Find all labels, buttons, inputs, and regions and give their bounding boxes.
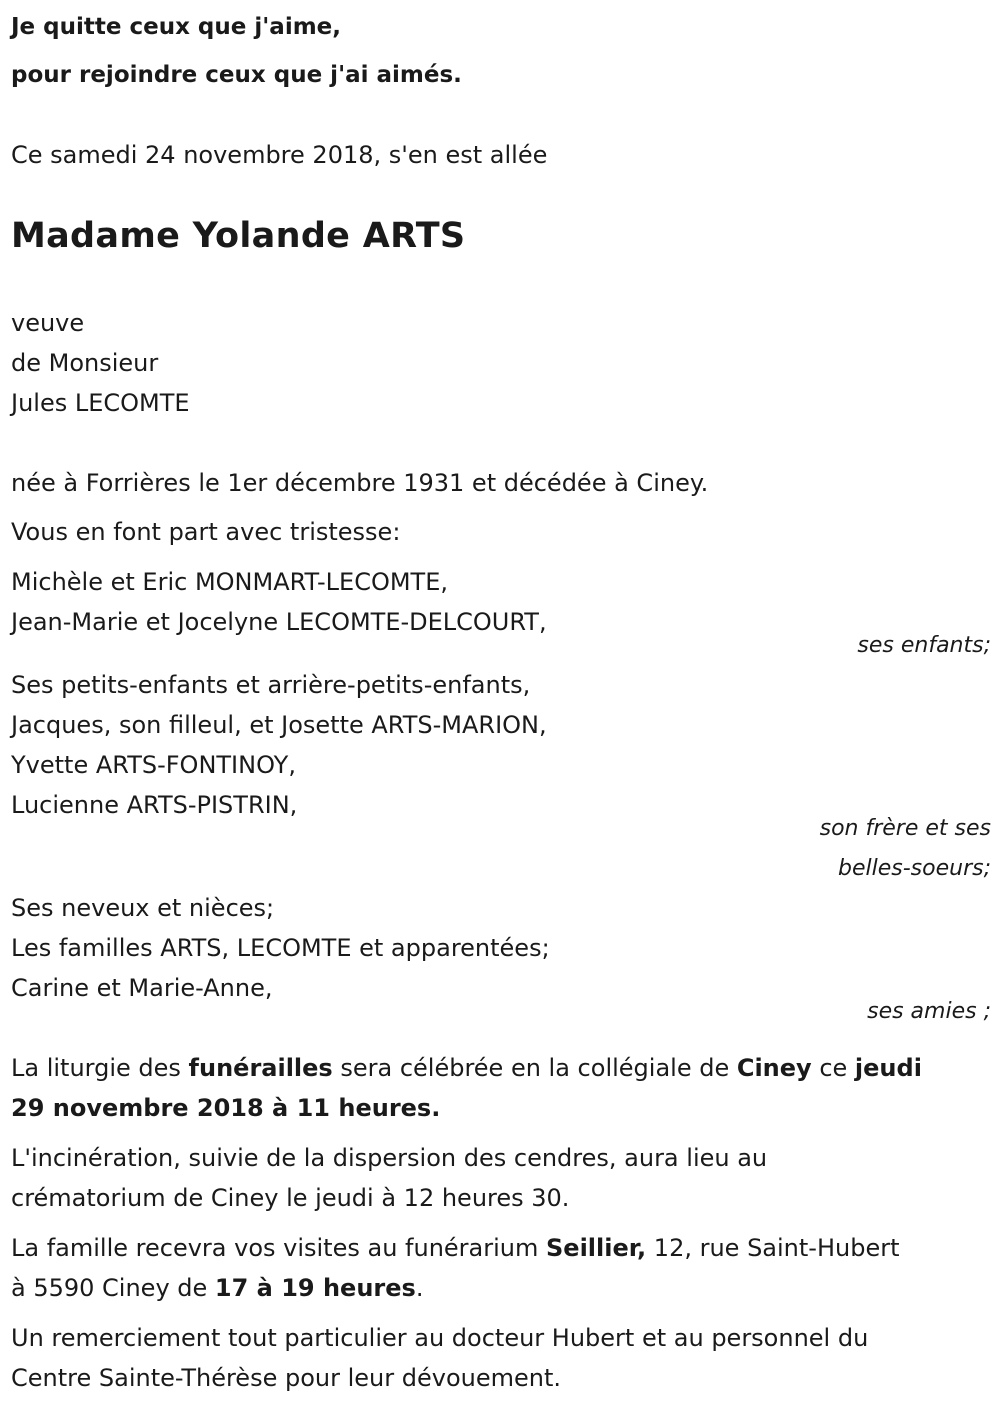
visits-text-1: La famille recevra vos visites au funérarium: [11, 1234, 546, 1262]
funeral-text-2: sera célébrée en la collégiale de: [332, 1054, 737, 1082]
cremation-line-1: L'incinération, suivie de la dispersion des cendres, aura lieu au: [11, 1144, 768, 1172]
friends-role: ses amies ;: [867, 999, 991, 1024]
spouse-line-3: Jules LECOMTE: [11, 389, 190, 417]
funeral-home-name: Seillier,: [546, 1234, 647, 1262]
funeral-text-1: La liturgie des: [11, 1054, 189, 1082]
deceased-name: Madame Yolande ARTS: [11, 216, 466, 256]
children-line-1: Michèle et Eric MONMART-LECOMTE,: [11, 568, 449, 596]
siblings-role-line-2: belles-soeurs;: [838, 856, 991, 881]
children-line-2: Jean-Marie et Jocelyne LECOMTE-DELCOURT,: [11, 608, 547, 636]
spouse-line-1: veuve: [11, 309, 85, 337]
others-line-1: Ses neveux et nièces;: [11, 894, 275, 922]
visits-text-4: .: [415, 1274, 424, 1302]
family-line-3: Yvette ARTS-FONTINOY,: [11, 751, 296, 779]
funeral-day: jeudi: [854, 1054, 922, 1082]
funeral-keyword: funérailles: [188, 1054, 333, 1082]
thanks-line-1: Un remerciement tout particulier au docteur Hubert et au personnel du: [11, 1324, 869, 1352]
family-line-2: Jacques, son filleul, et Josette ARTS-MARION,: [11, 711, 547, 739]
funeral-line-1: [11, 1054, 922, 1082]
others-line-3: Carine et Marie-Anne,: [11, 974, 273, 1002]
birth-death-text: née à Forrières le 1er décembre 1931 et décédée à Ciney.: [11, 469, 709, 497]
visits-hours: 17 à 19 heures: [214, 1274, 416, 1302]
family-line-4: Lucienne ARTS-PISTRIN,: [11, 791, 298, 819]
funeral-text-3: ce: [811, 1054, 855, 1082]
family-line-1: Ses petits-enfants et arrière-petits-enfants,: [11, 671, 531, 699]
visits-address: 12, rue Saint-Hubert: [646, 1234, 900, 1262]
others-line-2: Les familles ARTS, LECOMTE et apparentées;: [11, 934, 550, 962]
siblings-role-line-1: son frère et ses: [819, 816, 991, 841]
visits-line-1: [11, 1234, 900, 1262]
thanks-line-2: Centre Sainte-Thérèse pour leur dévouement.: [11, 1364, 561, 1392]
funeral-date: 29 novembre 2018 à 11 heures.: [11, 1094, 441, 1122]
visits-text-3: à 5590 Ciney de: [11, 1274, 215, 1302]
cremation-line-2: crématorium de Ciney le jeudi à 12 heures 30.: [11, 1184, 570, 1212]
spouse-line-2: de Monsieur: [11, 349, 159, 377]
intro-text: Ce samedi 24 novembre 2018, s'en est allée: [11, 141, 548, 169]
announcement-text: Vous en font part avec tristesse:: [11, 518, 401, 546]
funeral-place: Ciney: [736, 1054, 812, 1082]
epigraph-line-1: Je quitte ceux que j'aime,: [11, 14, 342, 40]
visits-line-2: [11, 1274, 423, 1302]
epigraph-line-2: pour rejoindre ceux que j'ai aimés.: [11, 62, 462, 88]
children-role: ses enfants;: [857, 633, 991, 658]
